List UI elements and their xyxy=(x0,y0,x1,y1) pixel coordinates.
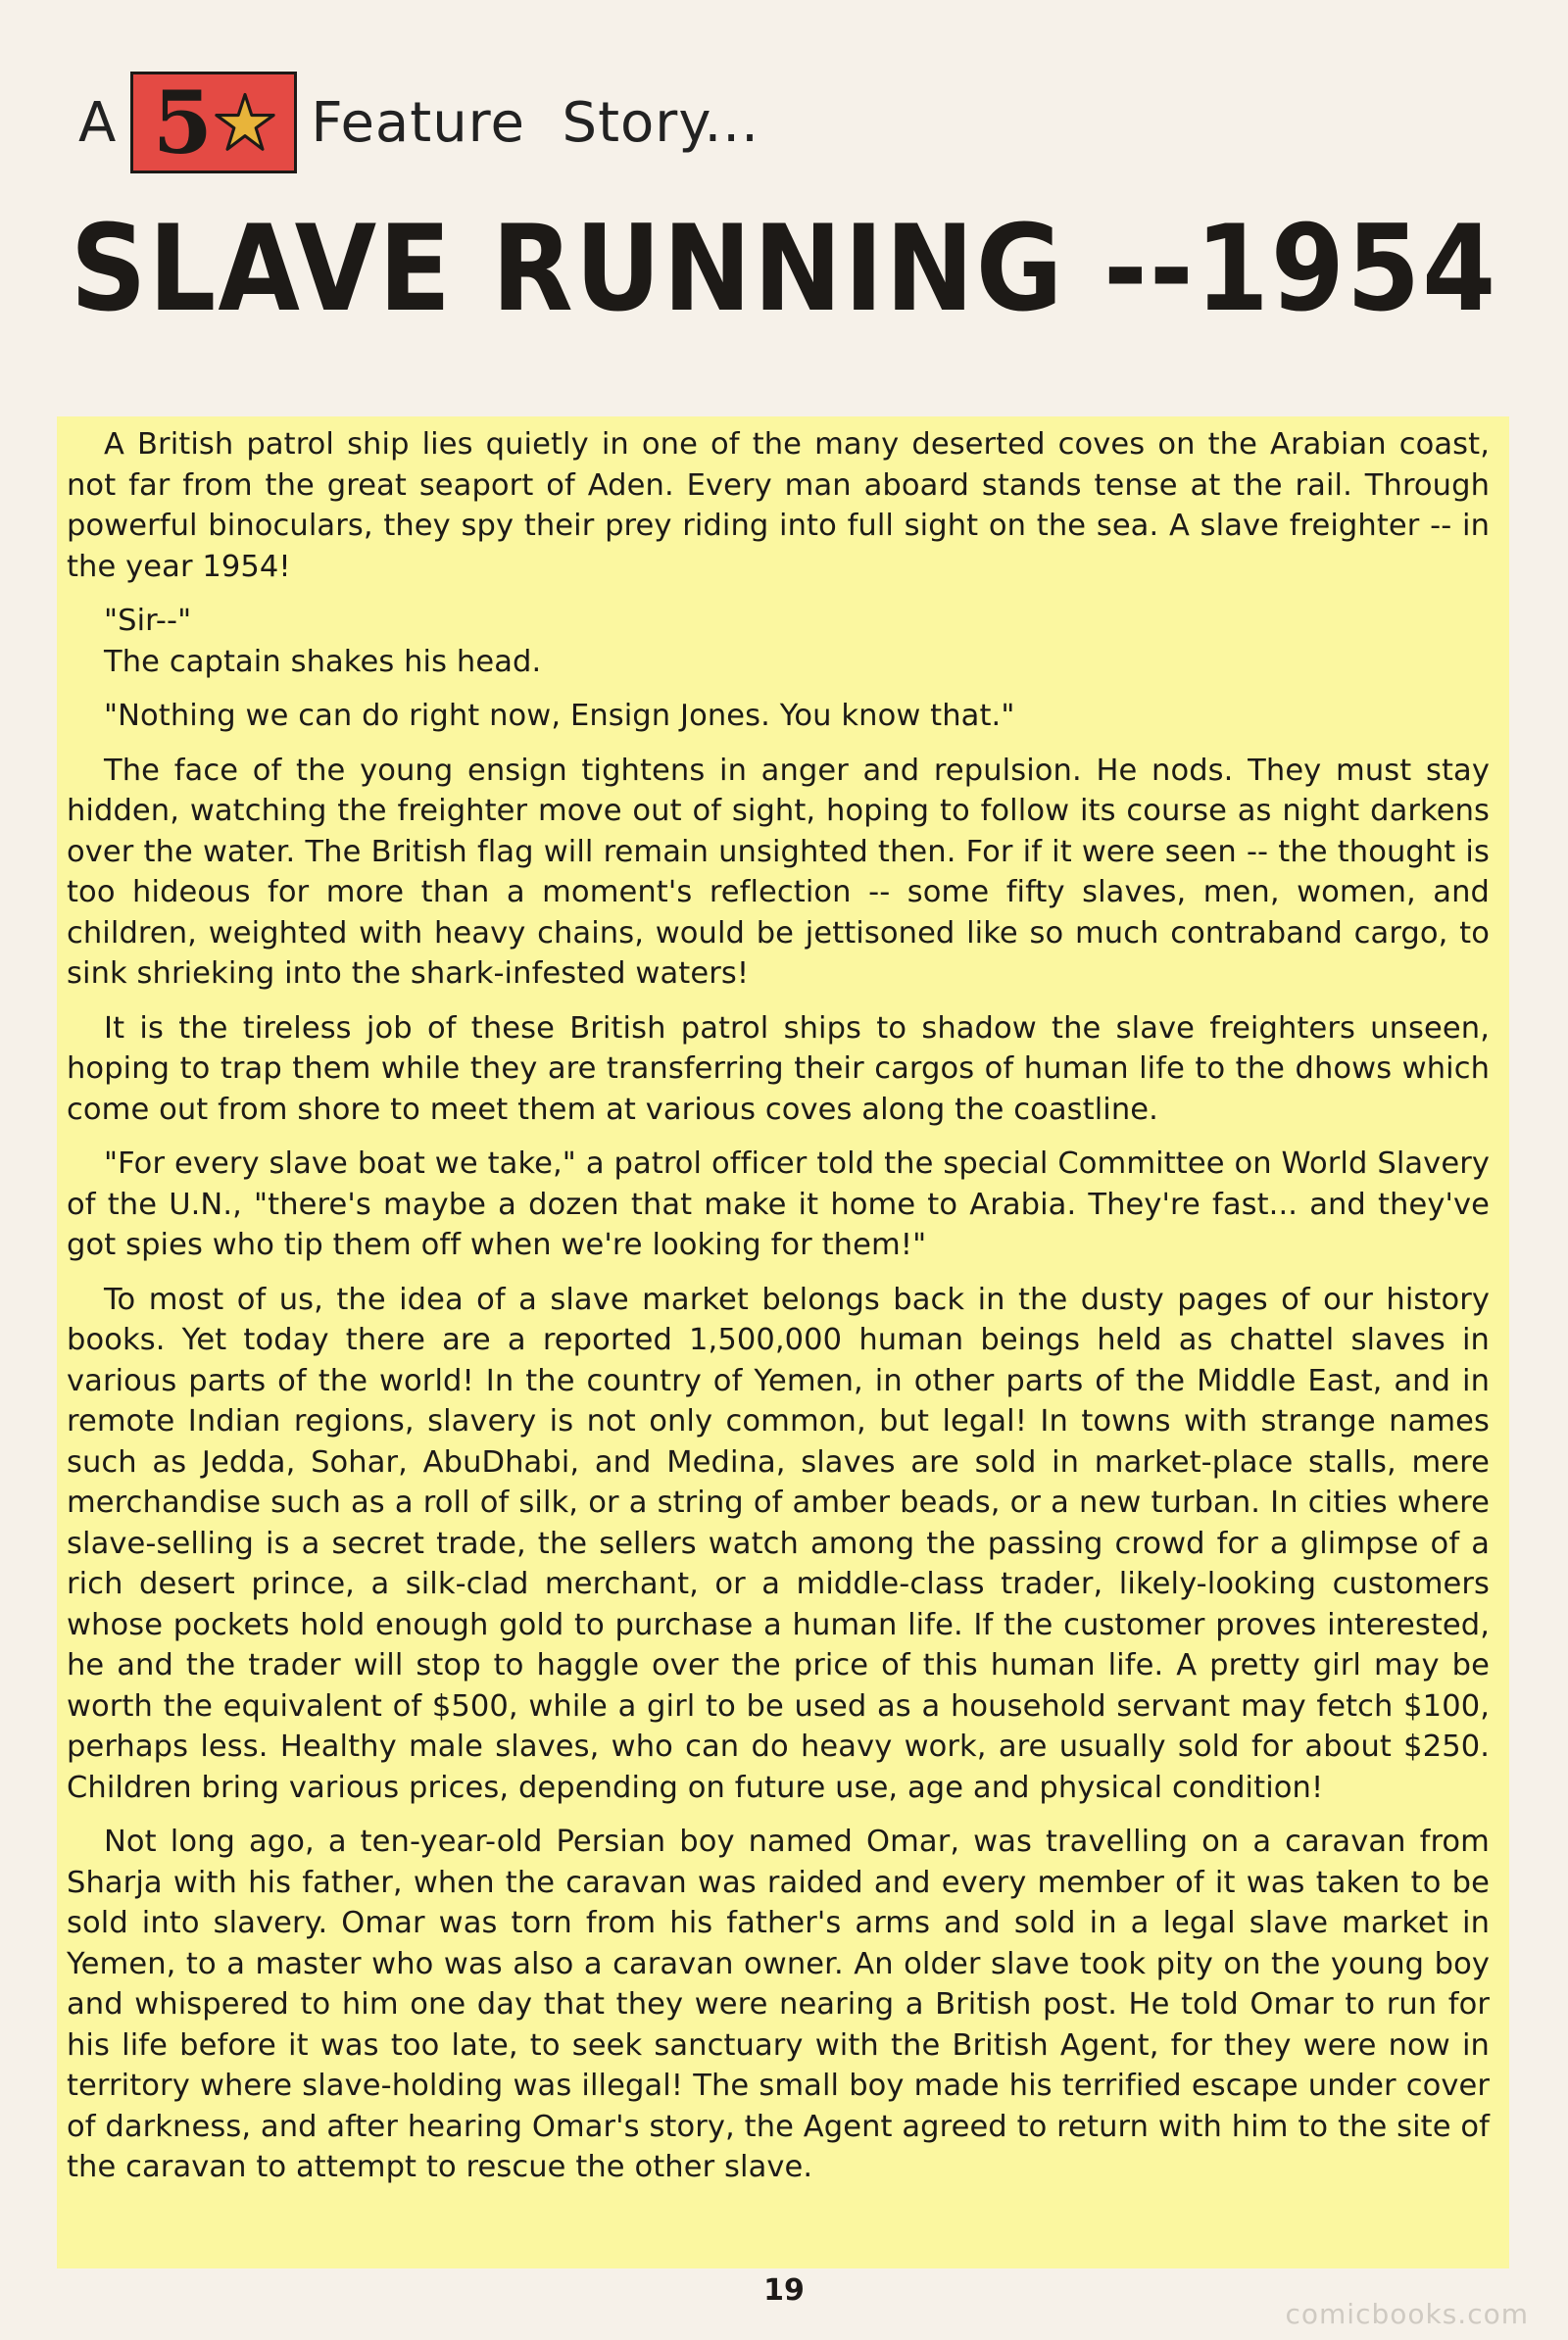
five-star-badge xyxy=(130,72,297,173)
badge-number: 5 xyxy=(152,72,213,173)
story-paragraph: The captain shakes his head. xyxy=(104,644,542,679)
story-paragraph: "Sir--" xyxy=(104,604,192,638)
watermark: comicbooks.com xyxy=(1285,2298,1529,2330)
story-text-box xyxy=(57,416,1509,2268)
story-paragraph: To most of us, the idea of a slave market belongs back in the dusty pages of our history books. Yet today there are a reported 1,500,000 human beings held as chattel slaves in various parts of the world! In the country of Yemen, in other parts of the Middle East, and in remote Indian regions, slavery is not only common, but legal! In towns with strange names such as Jedda, Sohar, AbuDhabi, and Medina, slaves are sold in market-place stalls, mere merchandise such as a roll of silk, or a string of amber beads, or a new turban. In cities where slave-selling is a secret trade, the sellers watch among the passing crowd for a glimpse of a rich desert prince, a silk-clad merchant, or a middle-class trader, likely-looking customers whose pockets hold enough gold to purchase a human life. If the customer proves interested, he and the trader will stop to haggle over the price of this human life. A pretty girl may be worth the equivalent of $500, while a girl to be used as a household servant may fetch $100, perhaps less. Healthy male slaves, who can do heavy work, are usually sold for about $250. Children bring various prices, depending on future use, age and physical condition! xyxy=(67,1282,1490,1805)
story-paragraph: Not long ago, a ten-year-old Persian boy named Omar, was travelling on a caravan from Sharja with his father, when the caravan was raided and every member of it was taken to be sold into slavery. Omar was torn from his father's arms and sold in a legal slave market in Yemen, to a master who was also a caravan owner. An older slave took pity on the young boy and whispered to him one day that they were nearing a British post. He told Omar to run for his life before it was too late, to seek sanctuary with the British Agent, for they were now in territory where slave-holding was illegal! The small boy made his terrified escape under cover of darkness, and after hearing Omar's story, the Agent agreed to return with him to the site of the caravan to attempt to rescue the other slave. xyxy=(67,1825,1490,2184)
story-paragraph: "Nothing we can do right now, Ensign Jones. You know that." xyxy=(104,699,1015,733)
page-number: 19 xyxy=(763,2273,805,2308)
story-paragraph: A British patrol ship lies quietly in one of the many deserted coves on the Arabian coast, not far from the great seaport of Aden. Every man aboard stands tense at the rail. Through powerful binoculars, they spy their prey riding into full sight on the sea. A slave freighter -- in the year 1954! xyxy=(67,427,1490,584)
star-icon xyxy=(215,92,275,153)
story-title: SLAVE RUNNING --1954 xyxy=(70,201,1498,338)
header-prefix: A xyxy=(78,90,118,155)
story-paragraph: "For every slave boat we take," a patrol officer told the special Committee on World Slavery of the U.N., "there's maybe a dozen that make it home to Arabia. They're fast... and they've got spies who tip them off when we're looking for them!" xyxy=(67,1146,1490,1262)
header-label: Feature Story... xyxy=(311,90,760,155)
feature-header xyxy=(78,69,760,176)
story-paragraph: The face of the young ensign tightens in anger and repulsion. He nods. They must stay hidden, watching the freighter move out of sight, hoping to follow its course as night darkens over the water. The British flag will remain unsighted then. For if it were seen -- the thought is too hideous for more than a moment's reflection -- some fifty slaves, men, women, and children, weighted with heavy chains, would be jettisoned like so much contraband cargo, to sink shrieking into the shark-infested waters! xyxy=(67,753,1490,991)
story-paragraph: It is the tireless job of these British patrol ships to shadow the slave freighters unseen, hoping to trap them while they are transferring their cargos of human life to the dhows which come out from shore to meet them at various coves along the coastline. xyxy=(67,1010,1490,1127)
